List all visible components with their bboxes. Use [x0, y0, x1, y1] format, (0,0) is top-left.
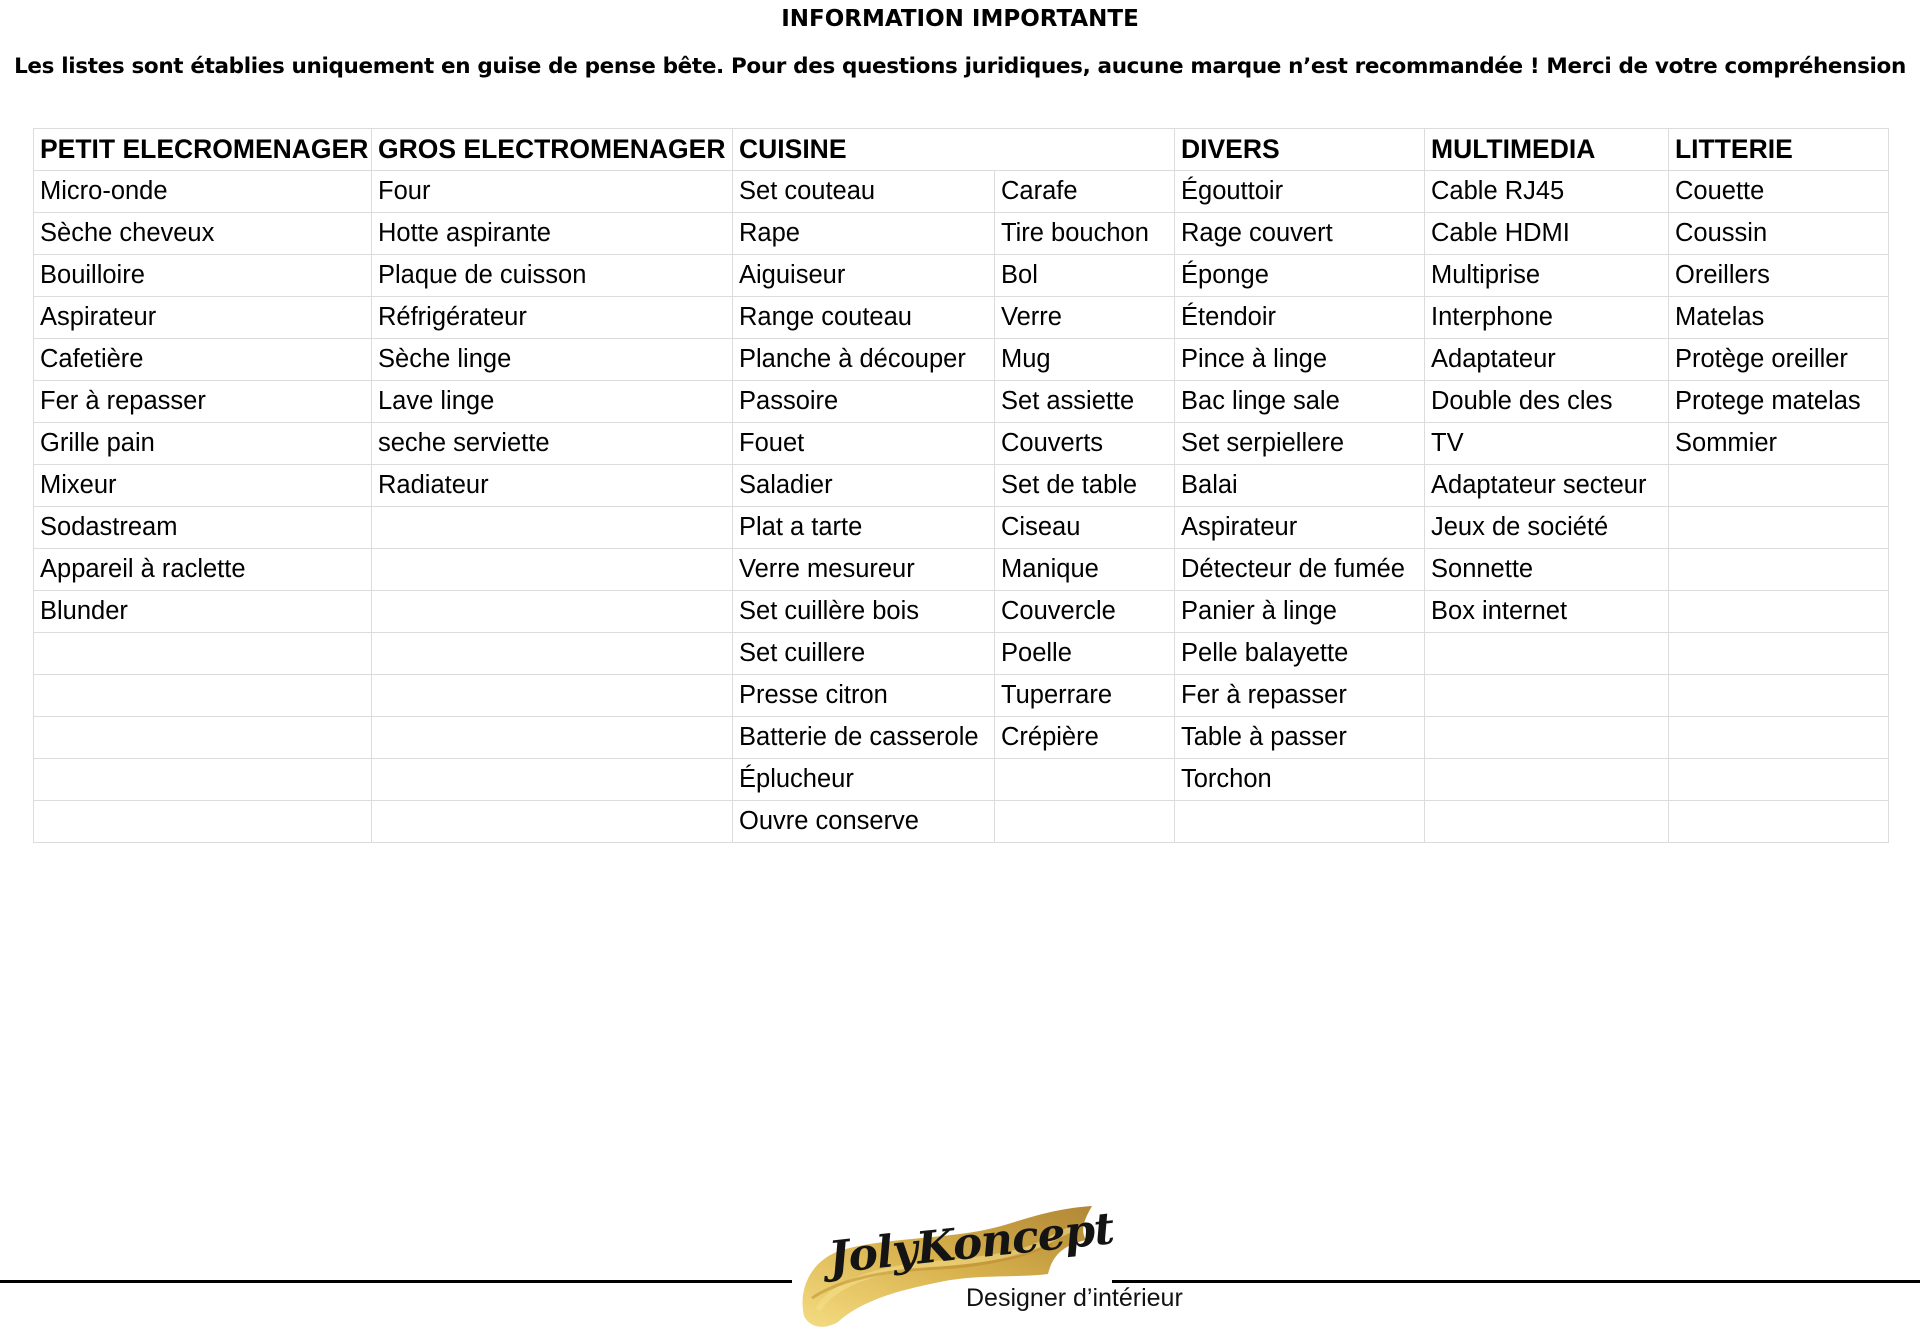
table-cell — [1425, 759, 1669, 801]
table-cell: Sommier — [1669, 423, 1889, 465]
table-cell — [1669, 633, 1889, 675]
brand-subtitle: Designer d’intérieur — [966, 1284, 1183, 1312]
table-cell — [1669, 717, 1889, 759]
table-row — [34, 801, 1889, 843]
table-row — [34, 171, 1889, 213]
table-row — [34, 381, 1889, 423]
table-cell: Bol — [995, 255, 1175, 297]
table-cell — [372, 549, 733, 591]
table-row — [34, 759, 1889, 801]
table-body — [34, 171, 1889, 843]
table-cell: Couvercle — [995, 591, 1175, 633]
table-cell — [1669, 507, 1889, 549]
table-row — [34, 591, 1889, 633]
table-cell: Rage couvert — [1175, 213, 1425, 255]
table-cell: Sèche cheveux — [34, 213, 372, 255]
table-cell: Sèche linge — [372, 339, 733, 381]
table-cell — [34, 717, 372, 759]
table-cell: Set serpiellere — [1175, 423, 1425, 465]
table-row — [34, 633, 1889, 675]
table-cell: Passoire — [733, 381, 995, 423]
table-cell — [34, 633, 372, 675]
table-cell — [34, 759, 372, 801]
table-cell — [1669, 801, 1889, 843]
table-cell: Set couteau — [733, 171, 995, 213]
table-cell: Éponge — [1175, 255, 1425, 297]
table-cell: Four — [372, 171, 733, 213]
table-cell: Interphone — [1425, 297, 1669, 339]
table-cell — [1669, 591, 1889, 633]
table-cell: Grille pain — [34, 423, 372, 465]
table-cell — [1425, 675, 1669, 717]
table-cell: Lave linge — [372, 381, 733, 423]
table-cell: Couette — [1669, 171, 1889, 213]
table-cell — [1669, 465, 1889, 507]
table-cell: Pelle balayette — [1175, 633, 1425, 675]
table-cell: Hotte aspirante — [372, 213, 733, 255]
table-cell: Mixeur — [34, 465, 372, 507]
table-cell: Set cuillère bois — [733, 591, 995, 633]
table-cell — [372, 801, 733, 843]
table-cell: Tuperrare — [995, 675, 1175, 717]
table-row — [34, 549, 1889, 591]
table-cell: Set de table — [995, 465, 1175, 507]
table-cell: Coussin — [1669, 213, 1889, 255]
table-cell: Égouttoir — [1175, 171, 1425, 213]
table-cell: Sodastream — [34, 507, 372, 549]
footer-rule-left — [0, 1280, 792, 1283]
table-cell: Poelle — [995, 633, 1175, 675]
header-litterie: LITTERIE — [1669, 129, 1889, 171]
table-row — [34, 717, 1889, 759]
table-cell — [1425, 717, 1669, 759]
table-row — [34, 297, 1889, 339]
table-cell: Détecteur de fumée — [1175, 549, 1425, 591]
table-cell: Verre mesureur — [733, 549, 995, 591]
header-petit-electromenager: PETIT ELECROMENAGER — [34, 129, 372, 171]
table-cell — [1425, 801, 1669, 843]
table-cell — [372, 759, 733, 801]
table-cell: Panier à linge — [1175, 591, 1425, 633]
table-cell: Range couteau — [733, 297, 995, 339]
table-cell — [1175, 801, 1425, 843]
page-title: INFORMATION IMPORTANTE — [781, 6, 1139, 32]
table-cell: seche serviette — [372, 423, 733, 465]
header-divers: DIVERS — [1175, 129, 1425, 171]
table-cell: Protege matelas — [1669, 381, 1889, 423]
table-cell: Double des cles — [1425, 381, 1669, 423]
header-gros-electromenager: GROS ELECTROMENAGER — [372, 129, 733, 171]
table-cell: Presse citron — [733, 675, 995, 717]
table-cell: Micro-onde — [34, 171, 372, 213]
table-cell: Fer à repasser — [1175, 675, 1425, 717]
table-cell — [1669, 675, 1889, 717]
brand-logo — [790, 1198, 1183, 1335]
table-cell: Adaptateur secteur — [1425, 465, 1669, 507]
table-row — [34, 339, 1889, 381]
table-row — [34, 507, 1889, 549]
table-cell — [34, 801, 372, 843]
table-cell: Adaptateur — [1425, 339, 1669, 381]
table-cell: Crépière — [995, 717, 1175, 759]
table-cell: Matelas — [1669, 297, 1889, 339]
table-cell: Tire bouchon — [995, 213, 1175, 255]
table-cell: Saladier — [733, 465, 995, 507]
table-cell — [372, 591, 733, 633]
table-cell — [372, 633, 733, 675]
table-cell: Planche à découper — [733, 339, 995, 381]
table-cell: Aiguiseur — [733, 255, 995, 297]
table-cell: Manique — [995, 549, 1175, 591]
footer-rule-right — [1112, 1280, 1920, 1283]
table-cell: Rape — [733, 213, 995, 255]
table-cell: Réfrigérateur — [372, 297, 733, 339]
table-cell: Plaque de cuisson — [372, 255, 733, 297]
table-cell: Batterie de casserole — [733, 717, 995, 759]
table-cell: Bouilloire — [34, 255, 372, 297]
table-cell — [1669, 759, 1889, 801]
table-cell: Jeux de société — [1425, 507, 1669, 549]
table-cell: Set cuillere — [733, 633, 995, 675]
table-cell: Radiateur — [372, 465, 733, 507]
table-cell: Protège oreiller — [1669, 339, 1889, 381]
table-cell: Blunder — [34, 591, 372, 633]
table-cell: Sonnette — [1425, 549, 1669, 591]
table-cell: Box internet — [1425, 591, 1669, 633]
table-cell: Aspirateur — [34, 297, 372, 339]
table-cell: TV — [1425, 423, 1669, 465]
brand-name: JolyKoncept — [826, 1203, 1116, 1284]
table-cell: Ouvre conserve — [733, 801, 995, 843]
table-cell: Set assiette — [995, 381, 1175, 423]
table-cell: Fer à repasser — [34, 381, 372, 423]
disclaimer-notice: Les listes sont établies uniquement en guise de pense bête. Pour des questions juridiques, aucune marque n’est recommandée ! Merci de votre compréhension — [14, 54, 1906, 79]
table-cell: Cafetière — [34, 339, 372, 381]
table-cell — [995, 801, 1175, 843]
table-row — [34, 213, 1889, 255]
table-cell: Appareil à raclette — [34, 549, 372, 591]
table-cell: Multiprise — [1425, 255, 1669, 297]
table-cell — [34, 675, 372, 717]
checklist-table — [33, 128, 1889, 843]
table-cell: Couverts — [995, 423, 1175, 465]
table-cell: Verre — [995, 297, 1175, 339]
table-row — [34, 465, 1889, 507]
table-cell — [372, 507, 733, 549]
table-cell: Carafe — [995, 171, 1175, 213]
table-cell: Ciseau — [995, 507, 1175, 549]
table-cell: Mug — [995, 339, 1175, 381]
table-cell: Oreillers — [1669, 255, 1889, 297]
table-row — [34, 423, 1889, 465]
table-cell: Fouet — [733, 423, 995, 465]
table-cell: Table à passer — [1175, 717, 1425, 759]
header-row — [34, 129, 1889, 171]
table-row — [34, 675, 1889, 717]
table-row — [34, 255, 1889, 297]
table-cell: Aspirateur — [1175, 507, 1425, 549]
table-cell: Bac linge sale — [1175, 381, 1425, 423]
table-cell — [372, 675, 733, 717]
table-cell — [1425, 633, 1669, 675]
table-cell: Pince à linge — [1175, 339, 1425, 381]
table-cell — [1669, 549, 1889, 591]
table-cell: Torchon — [1175, 759, 1425, 801]
header-multimedia: MULTIMEDIA — [1425, 129, 1669, 171]
table-cell: Balai — [1175, 465, 1425, 507]
table-cell: Plat a tarte — [733, 507, 995, 549]
table-cell: Cable RJ45 — [1425, 171, 1669, 213]
table-cell: Étendoir — [1175, 297, 1425, 339]
header-cuisine: CUISINE — [733, 129, 1175, 171]
table-cell — [995, 759, 1175, 801]
table-cell — [372, 717, 733, 759]
table-cell: Cable HDMI — [1425, 213, 1669, 255]
table-cell: Éplucheur — [733, 759, 995, 801]
